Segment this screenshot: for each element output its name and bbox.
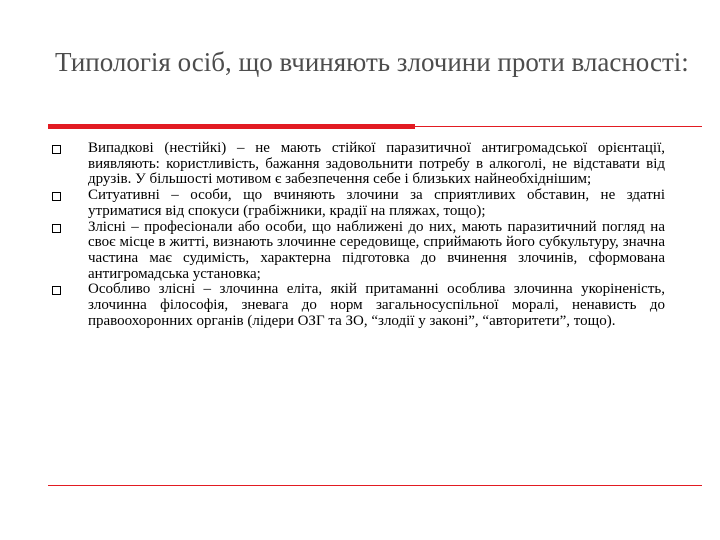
list-item-malicious [52, 220, 665, 283]
hollow-square-icon [52, 286, 61, 295]
list-item-text: Злісні – професіонали або особи, що наближені до них, мають паразитичний погляд на своє місце в житті, визнають злочинне середовище, сприймають його субкультуру, значна частина має судимість, характерна підготовка до вчинення злочинів, сформована антигромадська установка; [88, 218, 665, 282]
list-item-text: Особливо злісні – злочинна еліта, якій притаманні особлива злочинна укоріненість, злочинна філософія, зневага до норм загальносуспільної моралі, ненависть до правоохоронних органів (лідери ОЗГ та ЗО, “злодії у законі”, “авторитети”, тощо). [88, 281, 665, 329]
list-item-text: Випадкові (нестійкі) – не мають стійкої паразитичної антигромадської орієнтації, виявляють: користливість, бажання задовольнити потребу в алкоголі, не відставати від друзів. У більшості мотивом є забезпечення себе і близьких найнеобхіднішим; [88, 140, 665, 188]
list-item-text: Ситуативні – особи, що вчиняють злочини за сприятливих обставин, не здатні утриматися від спокуси (грабіжники, крадії на пляжах, тощо); [88, 187, 665, 219]
list-item-especially-malicious [52, 282, 665, 329]
list-item-random [52, 141, 665, 188]
list-item-situational [52, 188, 665, 219]
slide-title: Типологія осіб, що вчиняють злочини проти власності: [55, 47, 689, 77]
hollow-square-icon [52, 145, 61, 154]
footer-divider-line [48, 485, 702, 486]
title-divider-accent [48, 124, 415, 129]
hollow-square-icon [52, 192, 61, 201]
typology-list [52, 141, 665, 329]
hollow-square-icon [52, 224, 61, 233]
